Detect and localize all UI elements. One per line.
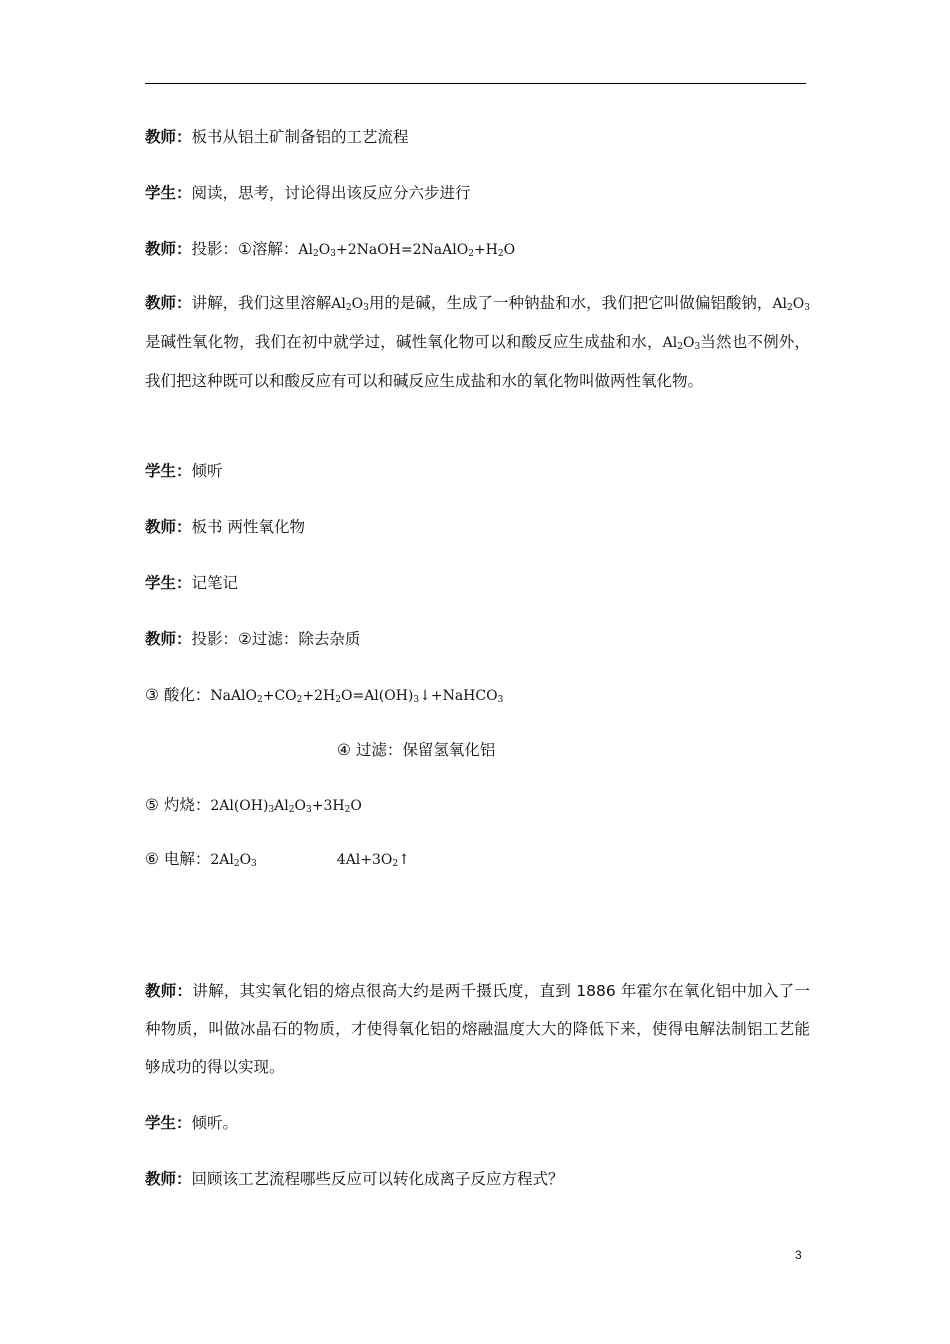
- chemical-formula: $Al_2O_3$: [331, 296, 369, 313]
- chemical-equation: $Al_2O_3+2NaOH=2NaAlO_2+H_2O$: [298, 242, 516, 259]
- dialogue-line: [145, 118, 810, 156]
- header-rule: [145, 83, 806, 84]
- line-text: 讲解，其实氧化铝的熔点很高大约是两千摄氏度，直到 1886 年霍尔在氧化铝中加入了一种物质，叫做冰晶石的物质，才使得氧化铝的熔融温度大大的降低下来，使得电解法制铝工艺能够成功的得以实现。: [145, 982, 810, 1076]
- process-step: [145, 676, 810, 715]
- speaker-label: 教师：: [145, 1170, 192, 1188]
- speaker-label: 教师：: [145, 128, 192, 146]
- line-text: 记笔记: [191, 574, 239, 592]
- line-text: 投影：①溶解：: [191, 240, 299, 258]
- speaker-label: 学生：: [145, 184, 192, 202]
- dialogue-line: [145, 230, 810, 269]
- chemical-formula: $Al_2O_3$: [662, 335, 701, 352]
- line-text: 板书从铝土矿制备铝的工艺流程: [191, 128, 409, 146]
- dialogue-line: [145, 452, 810, 490]
- process-step: [145, 840, 810, 879]
- step-label: ⑤ 灼烧：: [145, 796, 211, 814]
- page-number: 3: [795, 1248, 802, 1262]
- dialogue-line: [145, 1104, 810, 1142]
- step-label: ③ 酸化：: [145, 686, 211, 704]
- speaker-label: 学生：: [145, 1114, 192, 1132]
- chemical-formula: $Al_2O_3$: [772, 296, 810, 313]
- chemical-equation: $NaAlO_2+CO_2+2H_2O=Al(OH)_3↓+NaHCO_3$: [210, 688, 504, 705]
- speaker-label: 学生：: [145, 462, 192, 480]
- speaker-label: 教师：: [145, 240, 192, 258]
- dialogue-paragraph: 教师：讲解，我们这里溶解$Al_2O_3$用的是碱，生成了一种钠盐和水，我们把它叫做偏铝酸钠，$Al_2O_3$是碱性氧化物，我们在初中就学过，碱性氧化物可以和酸反应生成盐和水，$Al_2O_3$当然也不例外，我们把这种既可以和酸反应有可以和碱反应生成盐和水的氧化物叫做两性氧化物。: [145, 294, 810, 390]
- dialogue-line: [145, 620, 810, 658]
- dialogue-line: [145, 1160, 810, 1198]
- chemical-equation: $2Al(OH)_3Al_2O_3+3H_2O$: [210, 798, 362, 815]
- chemical-equation-right: $4Al+3O_2↑$: [336, 852, 410, 869]
- speaker-label: 教师：: [145, 982, 193, 1000]
- line-text: 板书 两性氧化物: [191, 518, 305, 536]
- speaker-label: 学生：: [145, 574, 192, 592]
- line-text: 倾听: [191, 462, 223, 480]
- step-label: ⑥ 电解：: [145, 850, 211, 868]
- line-text: 倾听。: [191, 1114, 239, 1132]
- dialogue-line: [145, 174, 810, 212]
- speaker-label: 教师：: [145, 630, 192, 648]
- line-text: 回顾该工艺流程哪些反应可以转化成离子反应方程式？: [191, 1170, 564, 1188]
- chemical-equation-left: $2Al_2O_3$: [210, 852, 257, 869]
- process-step: [145, 786, 810, 825]
- process-step: [337, 731, 637, 769]
- dialogue-line: [145, 508, 810, 546]
- line-text: 投影：②过滤：除去杂质: [191, 630, 361, 648]
- speaker-label: 教师：: [145, 518, 192, 536]
- line-text: 阅读，思考，讨论得出该反应分六步进行: [191, 184, 471, 202]
- dialogue-line: [145, 564, 810, 602]
- speaker-label: 教师：: [145, 294, 192, 312]
- step-text: ④ 过滤：保留氢氧化铝: [337, 741, 496, 759]
- dialogue-paragraph: [145, 972, 810, 1086]
